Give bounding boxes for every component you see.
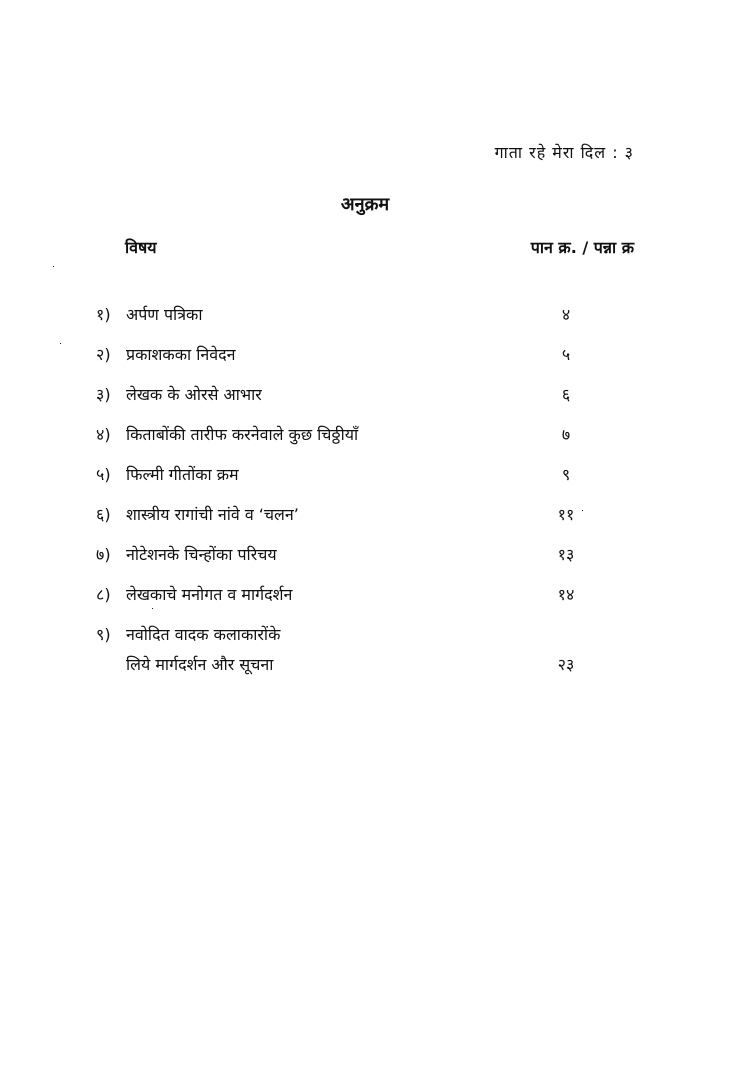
toc-entry (96, 380, 616, 420)
column-header-subject: विषय (125, 238, 157, 257)
scan-speck (152, 608, 153, 609)
column-header-page: पान क्र. / पन्ना क्र (530, 238, 634, 257)
entry-number: ४) (96, 425, 111, 444)
entry-title: नोटेशनके चिन्होंका परिचय (126, 545, 277, 564)
entry-title: नवोदित वादक कलाकारोंके (126, 625, 281, 644)
scan-speck (582, 510, 583, 511)
entry-page: १४ (557, 585, 575, 604)
toc-entry (96, 620, 616, 680)
scan-speck (53, 266, 54, 267)
toc-entry (96, 340, 616, 380)
entry-number: २) (96, 345, 111, 364)
toc-title: अनुक्रम (340, 194, 390, 215)
entry-page: ११ (557, 505, 575, 524)
entry-number: ५) (96, 465, 111, 484)
entry-page: ७ (561, 425, 571, 444)
toc-entry (96, 300, 616, 340)
entry-title: फिल्मी गीतोंका क्रम (126, 465, 239, 484)
entry-number: १) (96, 305, 111, 324)
entry-title: प्रकाशकका निवेदन (126, 345, 236, 364)
entry-page: ९ (561, 465, 571, 484)
toc-list (96, 300, 616, 680)
entry-title: किताबोंकी तारीफ करनेवाले कुछ चिठ्ठीयाँ (126, 425, 359, 444)
entry-page: २३ (557, 655, 575, 674)
entry-number: ९) (96, 625, 111, 644)
toc-entry (96, 540, 616, 580)
entry-number: ३) (96, 385, 111, 404)
entry-title: लेखक के ओरसे आभार (126, 385, 262, 404)
running-header: गाता रहे मेरा दिल : ३ (494, 143, 634, 162)
entry-title: शास्त्रीय रागांची नांवे व ‘चलन’ (126, 505, 299, 524)
entry-title-continued: लिये मार्गदर्शन और सूचना (126, 655, 274, 674)
entry-number: ७) (96, 545, 111, 564)
entry-title: अर्पण पत्रिका (126, 305, 203, 324)
scan-speck (60, 343, 61, 344)
entry-title: लेखकाचे मनोगत व मार्गदर्शन (126, 585, 293, 604)
toc-entry (96, 500, 616, 540)
entry-page: १३ (557, 545, 575, 564)
entry-number: ८) (96, 585, 111, 604)
entry-page: ४ (561, 305, 571, 324)
toc-entry (96, 420, 616, 460)
toc-entry (96, 580, 616, 620)
entry-page: ६ (561, 385, 571, 404)
entry-number: ६) (96, 505, 111, 524)
toc-entry (96, 460, 616, 500)
entry-page: ५ (561, 345, 571, 364)
